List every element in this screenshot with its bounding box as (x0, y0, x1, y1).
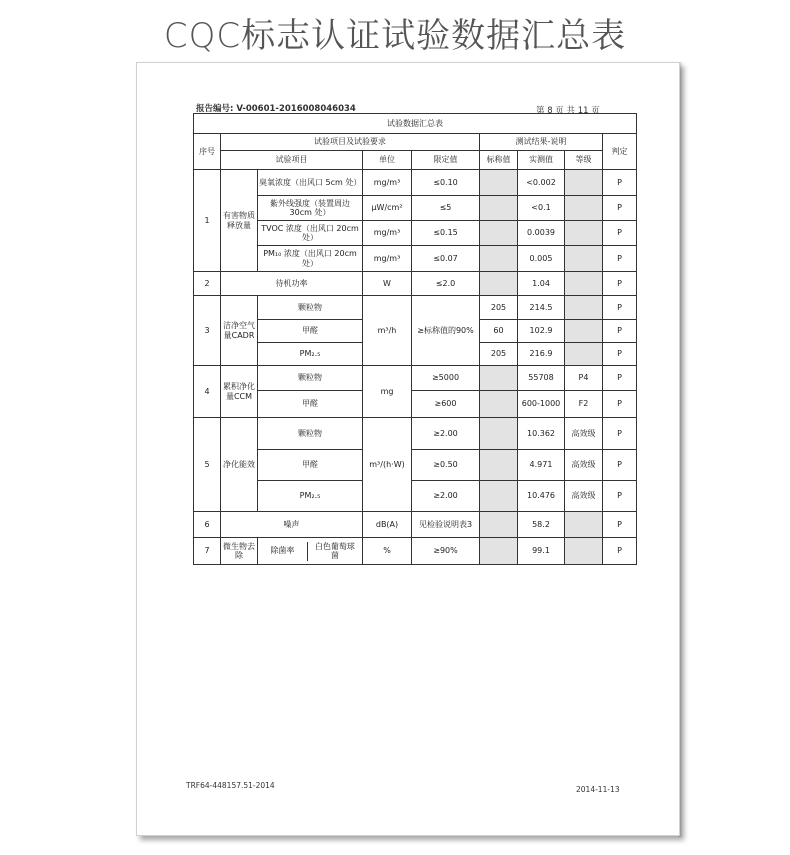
table-row (194, 246, 637, 272)
nominal-cell (480, 196, 518, 221)
measured-cell: 600-1000 (518, 391, 565, 418)
unit-cell: W (363, 272, 412, 296)
table-row (194, 221, 637, 246)
limit-cell: ≥标称值的90% (412, 296, 480, 366)
header-nominal: 标称值 (480, 151, 518, 170)
item-sub: 白色葡萄球菌 (314, 541, 355, 560)
measured-cell: 1.04 (518, 272, 565, 296)
measured-cell: 10.476 (518, 481, 565, 512)
item-cell: 颗粒物 (258, 418, 363, 450)
header-row-1 (194, 134, 637, 151)
table-row (194, 512, 637, 538)
judge-cell: P (603, 481, 637, 512)
group-name: 洁净空气量CADR (221, 296, 258, 366)
judge-cell: P (603, 450, 637, 481)
judge-cell: P (603, 170, 637, 196)
grade-cell (565, 512, 603, 538)
group-name: 累积净化量CCM (221, 366, 258, 418)
item-cell (258, 538, 363, 565)
limit-cell: ≤0.15 (412, 221, 480, 246)
measured-cell: 99.1 (518, 538, 565, 565)
table-title: 试验数据汇总表 (194, 114, 637, 134)
measured-cell: 0.0039 (518, 221, 565, 246)
measured-cell: 58.2 (518, 512, 565, 538)
item-cell: TVOC 浓度（出风口 20cm 处） (258, 221, 363, 246)
unit-cell: m³/h (363, 296, 412, 366)
grade-cell (565, 296, 603, 320)
group-number: 7 (194, 538, 221, 565)
item-main: 除菌率 (258, 542, 308, 561)
header-limit: 限定值 (412, 151, 480, 170)
unit-cell: dB(A) (363, 512, 412, 538)
nominal-cell: 205 (480, 296, 518, 320)
group-name: 微生物去除 (221, 538, 258, 565)
judge-cell: P (603, 538, 637, 565)
table-row (194, 196, 637, 221)
measured-cell: 216.9 (518, 343, 565, 366)
item-cell: PM₂.₅ (258, 343, 363, 366)
item-cell: 甲醛 (258, 391, 363, 418)
item-cell: 噪声 (221, 512, 363, 538)
unit-cell: m³/(h·W) (363, 418, 412, 512)
group-name: 净化能效 (221, 418, 258, 512)
nominal-cell (480, 512, 518, 538)
nominal-cell: 205 (480, 343, 518, 366)
limit-cell: ≥2.00 (412, 481, 480, 512)
nominal-cell (480, 391, 518, 418)
item-cell: PM₂.₅ (258, 481, 363, 512)
grade-cell (565, 538, 603, 565)
report-number: 报告编号: V-00601-2016008046034 (196, 104, 356, 114)
header-items-requirements: 试验项目及试验要求 (221, 134, 480, 151)
nominal-cell (480, 170, 518, 196)
measured-cell: 102.9 (518, 320, 565, 343)
grade-cell: 高效级 (565, 450, 603, 481)
judge-cell: P (603, 221, 637, 246)
measured-cell: 10.362 (518, 418, 565, 450)
limit-cell: ≥0.50 (412, 450, 480, 481)
table-row (194, 481, 637, 512)
header-test-item: 试验项目 (221, 151, 363, 170)
grade-cell: 高效级 (565, 481, 603, 512)
judge-cell: P (603, 196, 637, 221)
item-cell: 紫外线强度（装置周边 30cm 处） (258, 196, 363, 221)
nominal-cell (480, 538, 518, 565)
judge-cell: P (603, 272, 637, 296)
header-measured: 实测值 (518, 151, 565, 170)
nominal-cell (480, 246, 518, 272)
grade-cell: P4 (565, 366, 603, 391)
measured-cell: 55708 (518, 366, 565, 391)
judge-cell: P (603, 343, 637, 366)
limit-cell: ≤2.0 (412, 272, 480, 296)
limit-cell: ≥5000 (412, 366, 480, 391)
table-row (194, 450, 637, 481)
item-cell: 待机功率 (221, 272, 363, 296)
judge-cell: P (603, 391, 637, 418)
table-title-row (194, 114, 637, 134)
unit-cell: % (363, 538, 412, 565)
group-number: 4 (194, 366, 221, 418)
item-cell: 甲醛 (258, 450, 363, 481)
table-row (194, 418, 637, 450)
group-number: 1 (194, 170, 221, 272)
judge-cell: P (603, 366, 637, 391)
unit-cell: mg/m³ (363, 170, 412, 196)
page-title: CQC标志认证试验数据汇总表 (163, 16, 627, 56)
grade-cell (565, 170, 603, 196)
nominal-cell (480, 418, 518, 450)
nominal-cell (480, 481, 518, 512)
grade-cell (565, 196, 603, 221)
nominal-cell (480, 221, 518, 246)
judge-cell: P (603, 296, 637, 320)
measured-cell: <0.002 (518, 170, 565, 196)
item-cell: 甲醛 (258, 320, 363, 343)
grade-cell (565, 320, 603, 343)
table-row (194, 391, 637, 418)
test-data-table (193, 113, 637, 565)
header-judgement: 判定 (603, 134, 637, 170)
table-row (194, 170, 637, 196)
judge-cell: P (603, 246, 637, 272)
limit-cell: ≥2.00 (412, 418, 480, 450)
limit-cell: ≤5 (412, 196, 480, 221)
unit-cell: mg (363, 366, 412, 418)
judge-cell: P (603, 418, 637, 450)
header-seq: 序号 (194, 134, 221, 170)
group-number: 3 (194, 296, 221, 366)
measured-cell: <0.1 (518, 196, 565, 221)
grade-cell: 高效级 (565, 418, 603, 450)
unit-cell: mg/m³ (363, 246, 412, 272)
item-cell: 臭氧浓度（出风口 5cm 处） (258, 170, 363, 196)
table-row (194, 296, 637, 320)
unit-cell: μW/cm² (363, 196, 412, 221)
measured-cell: 214.5 (518, 296, 565, 320)
item-cell: PM₁₀ 浓度（出风口 20cm 处） (258, 246, 363, 272)
header-unit: 单位 (363, 151, 412, 170)
group-name: 有害物质释放量 (221, 170, 258, 272)
limit-cell: ≥600 (412, 391, 480, 418)
limit-cell: ≤0.07 (412, 246, 480, 272)
table-row (194, 538, 637, 565)
unit-cell: mg/m³ (363, 221, 412, 246)
item-cell: 颗粒物 (258, 296, 363, 320)
limit-cell: ≥90% (412, 538, 480, 565)
table-row (194, 272, 637, 296)
judge-cell: P (603, 320, 637, 343)
limit-cell: 见检验说明表3 (412, 512, 480, 538)
report-date: 2014-11-13 (576, 785, 620, 794)
grade-cell: F2 (565, 391, 603, 418)
header-row-2 (194, 151, 637, 170)
measured-cell: 4.971 (518, 450, 565, 481)
limit-cell: ≤0.10 (412, 170, 480, 196)
group-number: 5 (194, 418, 221, 512)
nominal-cell: 60 (480, 320, 518, 343)
measured-cell: 0.005 (518, 246, 565, 272)
grade-cell (565, 343, 603, 366)
page-info: 第 8 页 共 11 页 (536, 106, 600, 116)
table-row (194, 366, 637, 391)
grade-cell (565, 272, 603, 296)
grade-cell (565, 221, 603, 246)
nominal-cell (480, 450, 518, 481)
grade-cell (565, 246, 603, 272)
group-number: 6 (194, 512, 221, 538)
judge-cell: P (603, 512, 637, 538)
header-grade: 等级 (565, 151, 603, 170)
header-results: 测试结果-说明 (480, 134, 603, 151)
nominal-cell (480, 366, 518, 391)
group-number: 2 (194, 272, 221, 296)
item-cell: 颗粒物 (258, 366, 363, 391)
form-number: TRF64-448157.51-2014 (186, 781, 275, 790)
nominal-cell (480, 272, 518, 296)
